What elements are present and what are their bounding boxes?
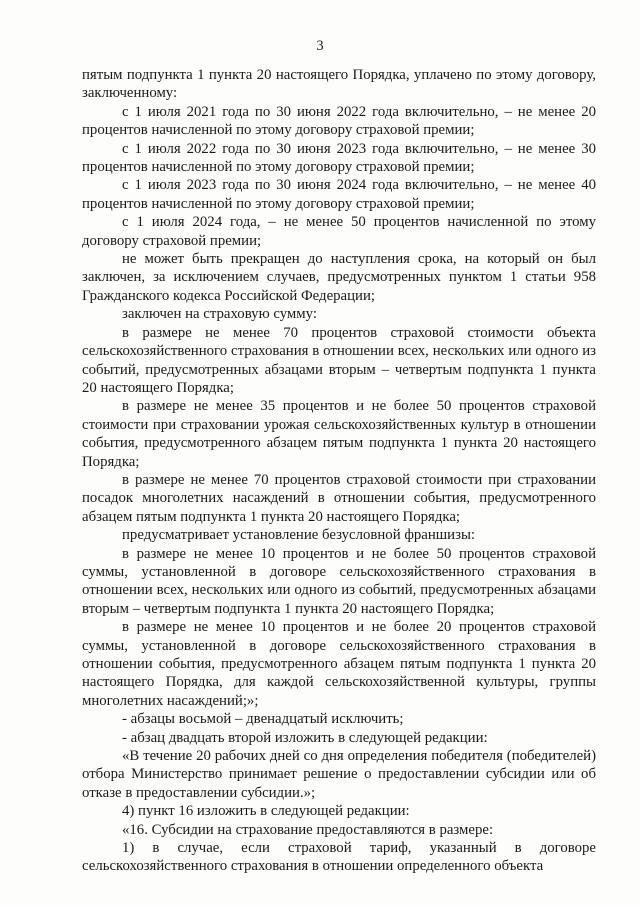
paragraph: с 1 июля 2021 года по 30 июня 2022 года включительно, – не менее 20 процентов начисленной по этому договору страховой премии; <box>82 103 596 139</box>
paragraph: не может быть прекращен до наступления срока, на который он был заключен, за исключением случаев, предусмотренных пунктом 1 статьи 958 Гражданского кодекса Российской Федерации; <box>82 251 596 304</box>
paragraph: - абзац двадцать второй изложить в следующей редакции: <box>122 729 488 746</box>
paragraph: пятым подпункта 1 пункта 20 настоящего Порядка, уплачено по этому договору, заключенному: <box>82 67 596 102</box>
document-body <box>82 66 596 876</box>
paragraph: с 1 июля 2024 года, – не менее 50 процентов начисленной по этому договору страховой премии; <box>82 214 596 249</box>
paragraph: предусматривает установление безусловной франшизы: <box>122 527 476 544</box>
paragraph: в размере не менее 10 процентов и не более 20 процентов страховой суммы, установленной в договоре сельскохозяйственного страхования в отношении события, предусмотренного абзацем пятым подпункта 1 пункта 20 настоящего Порядка, для каждой сельскохозяйственной культуры, группы многолетних насаждений;»; <box>82 619 596 709</box>
paragraph: заключен на страховую сумму: <box>122 306 317 323</box>
paragraph: с 1 июля 2023 года по 30 июня 2024 года включительно, – не менее 40 процентов начисленной по этому договору страховой премии; <box>82 177 596 212</box>
paragraph: - абзацы восьмой – двенадцатый исключить; <box>122 711 404 728</box>
paragraph: 1) в случае, если страховой тариф, указанный в договоре сельскохозяйственного страхования в отношении определенного объекта <box>82 840 596 875</box>
paragraph: 4) пункт 16 изложить в следующей редакции: <box>122 803 410 820</box>
paragraph: в размере не менее 70 процентов страховой стоимости при страховании посадок многолетних насаждений в отношении события, предусмотренного абзацем пятым подпункта 1 пункта 20 настоящего Порядка; <box>82 471 596 525</box>
paragraph: в размере не менее 35 процентов и не более 50 процентов страховой стоимости при страховании урожая сельскохозяйственных культур в отношении события, предусмотренного абзацем пятым подпункта 1 пункта 20 настоящего Порядка; <box>82 398 596 470</box>
paragraph: в размере не менее 70 процентов страховой стоимости объекта сельскохозяйственного страхования в отношении всех, нескольких или одного из событий, предусмотренных абзацами вторым – четвертым подпункта 1 пункта 20 настоящего Порядка; <box>82 324 596 396</box>
paragraph: в размере не менее 10 процентов и не более 50 процентов страховой суммы, установленной в договоре сельскохозяйственного страхования в отношении всех, нескольких или одного из событий, предусмотренных абзацами вторым – четвертым подпункта 1 пункта 20 настоящего Порядка; <box>82 545 596 617</box>
paragraph: «В течение 20 рабочих дней со дня определения победителя (победителей) отбора Министерство принимает решение о предоставлении субсидии или об отказе в предоставлении субсидии.»; <box>82 748 596 801</box>
page-number: 3 <box>316 38 324 54</box>
paragraph: «16. Субсидии на страхование предоставляются в размере: <box>122 821 494 838</box>
paragraph: с 1 июля 2022 года по 30 июня 2023 года включительно, – не менее 30 процентов начисленной по этому договору страховой премии; <box>82 140 596 176</box>
